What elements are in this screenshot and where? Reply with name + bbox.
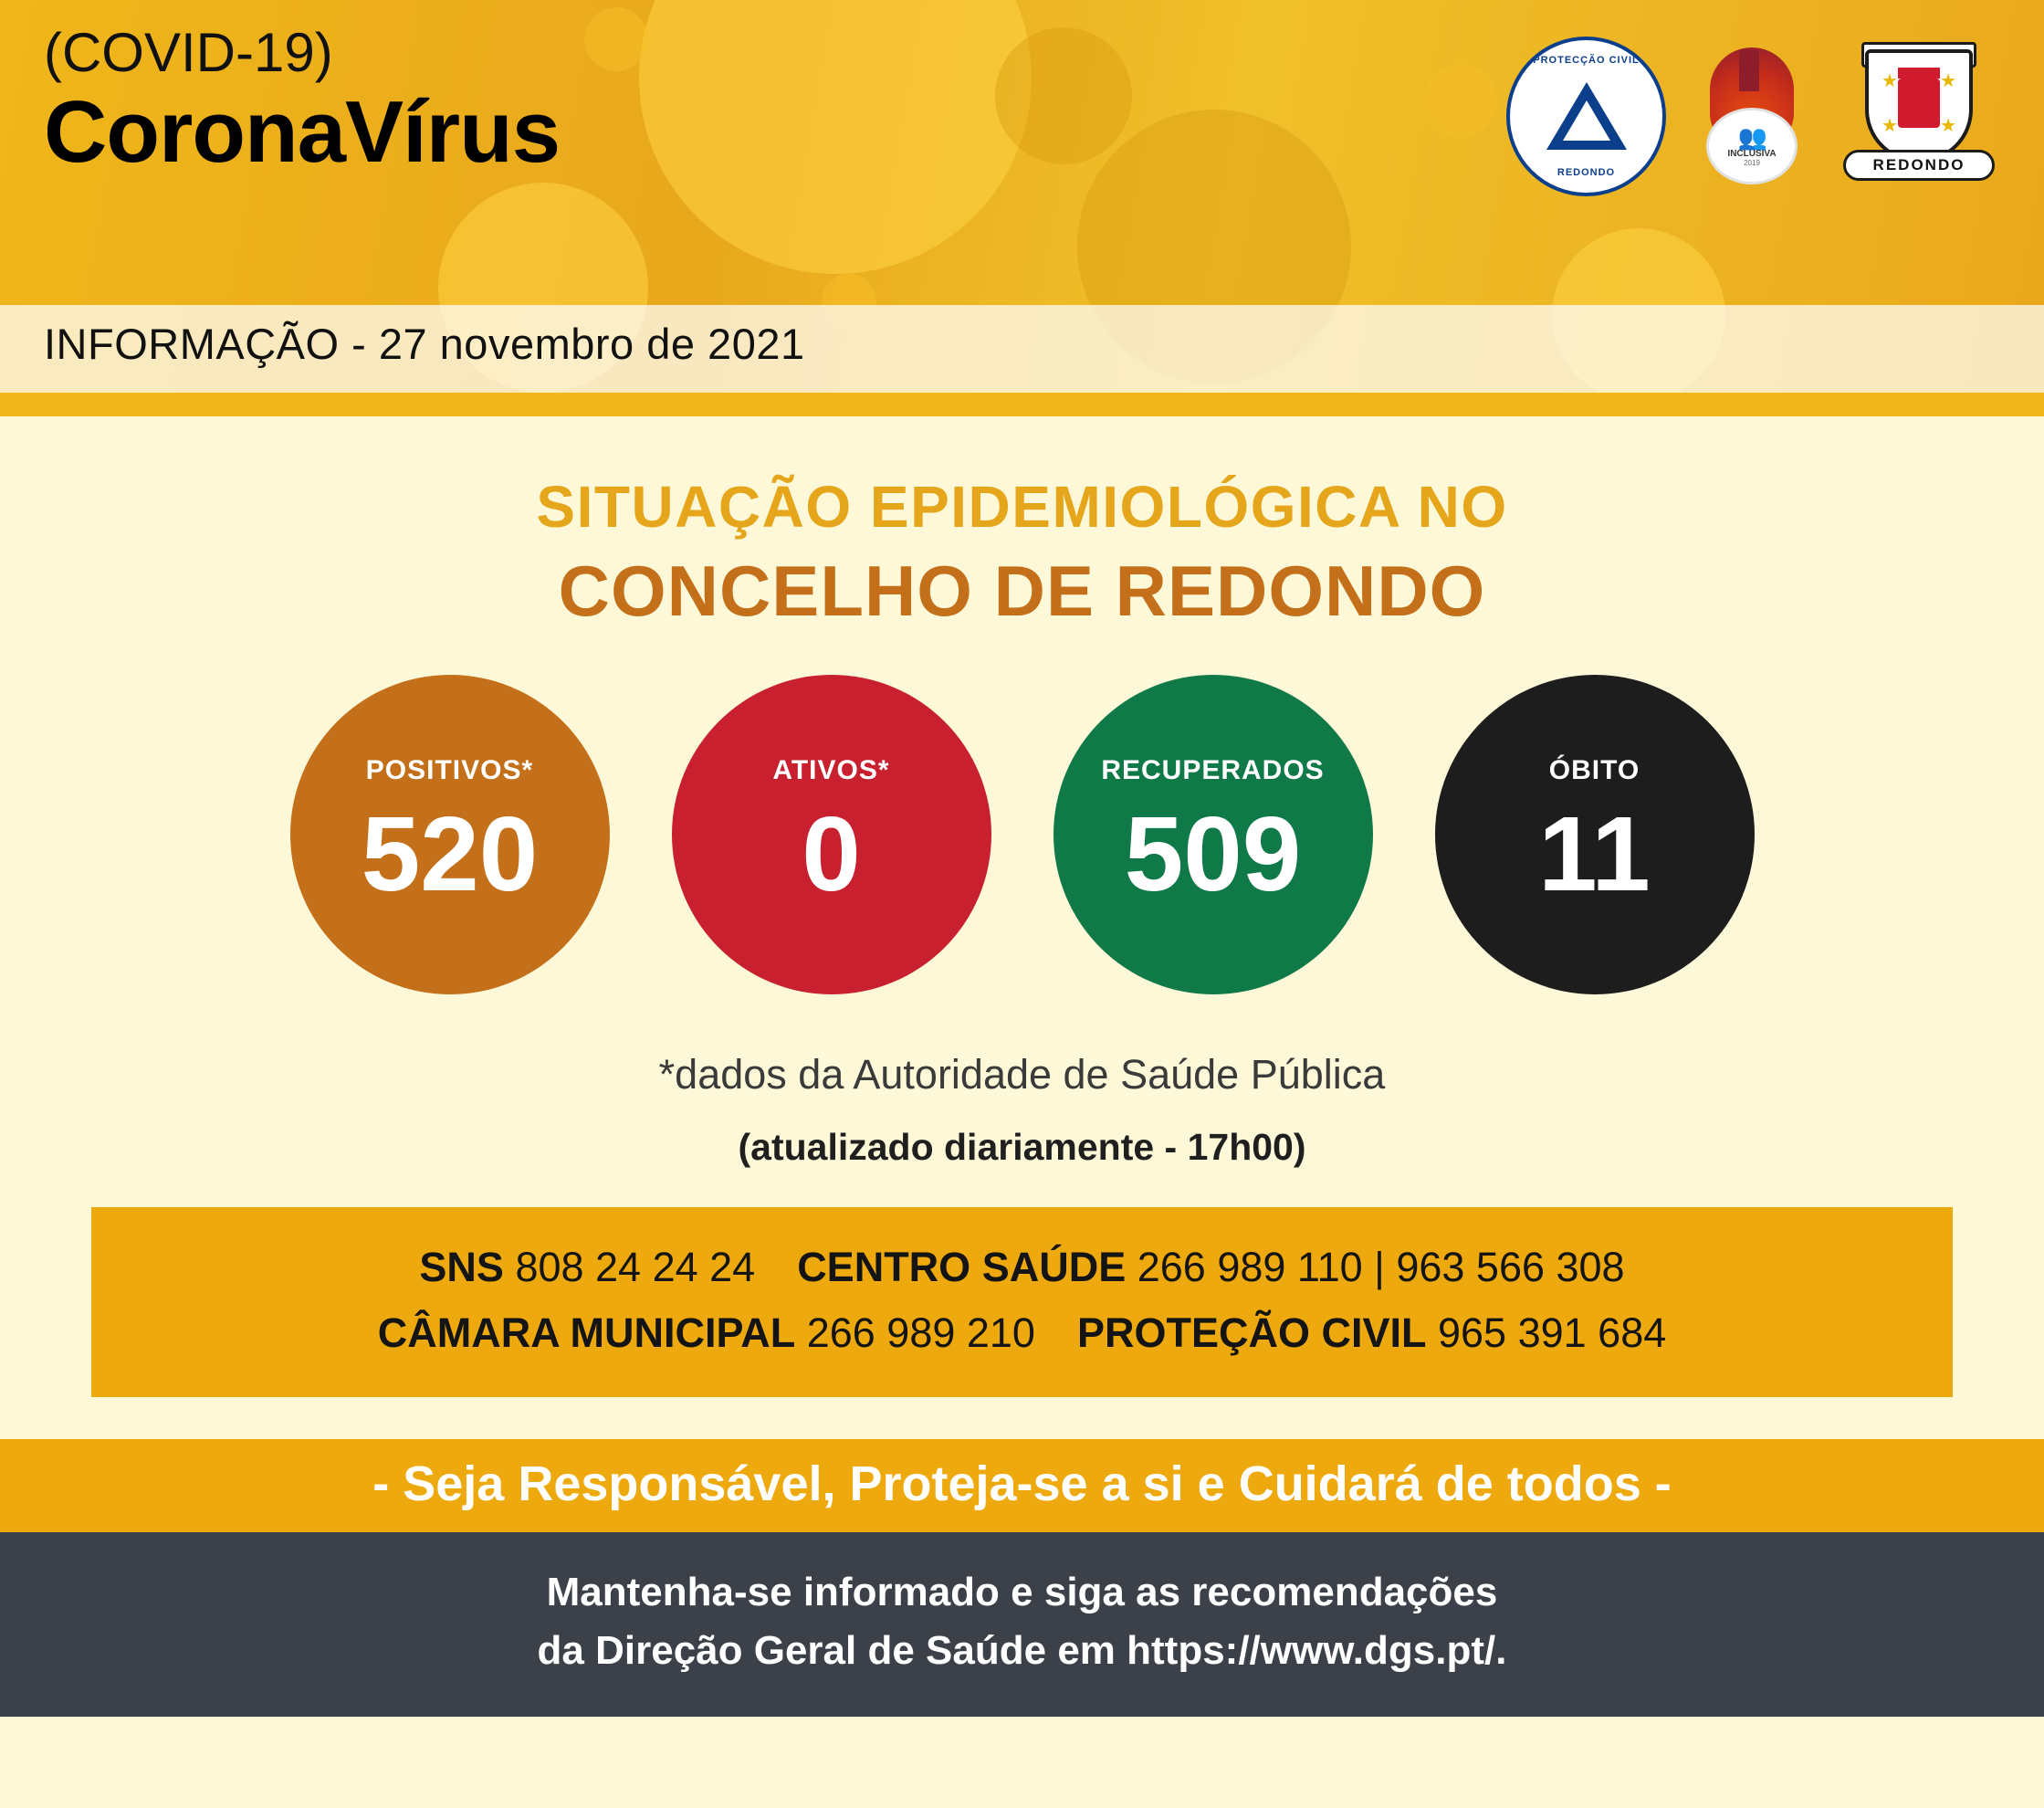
contacts-row-1 [110, 1235, 1934, 1300]
header-divider [0, 393, 2044, 416]
people-icon: 👥 [1737, 123, 1766, 151]
main-content [0, 416, 2044, 1397]
protecao-civil-triangle-icon [1546, 82, 1627, 150]
section-subtitle: SITUAÇÃO EPIDEMIOLÓGICA NO [536, 474, 1508, 540]
contact-camara-municipal-label: CÂMARA MUNICIPAL [377, 1309, 796, 1356]
contacts-row-2 [110, 1300, 1934, 1366]
contacts-box [91, 1207, 1953, 1397]
page-title: CoronaVírus [44, 83, 561, 181]
responsibility-banner: - Seja Responsável, Proteja-se a si e Cuidará de todos - [0, 1439, 2044, 1532]
stat-positivos [290, 675, 610, 994]
section-title: CONCELHO DE REDONDO [558, 551, 1486, 631]
stat-recuperados-label: RECUPERADOS [1101, 755, 1325, 785]
update-time-note: (atualizado diariamente - 17h00) [738, 1126, 1306, 1168]
inclusiva-badge-icon [1706, 108, 1798, 184]
stat-ativos [672, 675, 991, 994]
footer-line-1: Mantenha-se informado e siga as recomendações [546, 1570, 1498, 1614]
contact-camara-municipal-number[interactable]: 266 989 210 [806, 1309, 1035, 1356]
protecao-civil-logo-top-text: PROTECÇÃO CIVIL [1533, 54, 1640, 66]
protecao-civil-logo-icon [1506, 37, 1666, 196]
contact-centro-saude-number[interactable]: 266 989 110 | 963 566 308 [1137, 1244, 1625, 1290]
information-date: INFORMAÇÃO - 27 novembro de 2021 [44, 320, 805, 368]
crest-star-icon: ★ [1882, 71, 1898, 91]
tower-icon [1739, 49, 1759, 91]
footer [0, 1532, 2044, 1717]
stat-positivos-label: POSITIVOS* [365, 755, 534, 785]
header-banner [0, 0, 2044, 393]
contact-protecao-civil [1077, 1300, 1666, 1366]
logo-group [1506, 35, 2000, 197]
inclusiva-label: INCLUSIVA [1727, 149, 1777, 159]
contact-sns [419, 1235, 755, 1300]
inclusiva-logo-icon [1697, 47, 1807, 184]
stat-obito-value: 11 [1538, 794, 1651, 913]
stat-positivos-value: 520 [361, 794, 539, 913]
footer-line-2[interactable]: da Direção Geral de Saúde em https://www.dgs.pt/. [537, 1627, 1507, 1673]
stat-recuperados-value: 509 [1124, 794, 1302, 913]
stats-row [0, 675, 2044, 994]
crest-star-icon: ★ [1940, 116, 1956, 136]
stat-obito [1435, 675, 1755, 994]
crest-shield-icon [1865, 49, 1973, 163]
contact-camara-municipal [378, 1300, 1035, 1366]
contact-protecao-civil-number[interactable]: 965 391 684 [1438, 1309, 1667, 1356]
crest-star-icon: ★ [1882, 116, 1898, 136]
stat-recuperados [1053, 675, 1373, 994]
protecao-civil-logo-bottom-text: REDONDO [1557, 166, 1616, 178]
crest-star-icon: ★ [1940, 71, 1956, 91]
stat-ativos-value: 0 [802, 794, 861, 913]
crest-scroll-label: REDONDO [1843, 150, 1995, 181]
contact-sns-number[interactable]: 808 24 24 24 [515, 1244, 756, 1290]
inclusiva-year: 2019 [1744, 159, 1760, 167]
stat-ativos-label: ATIVOS* [772, 755, 890, 785]
redondo-crest-icon [1838, 35, 2000, 197]
contact-protecao-civil-label: PROTEÇÃO CIVIL [1076, 1309, 1427, 1356]
contact-sns-label: SNS [419, 1244, 504, 1290]
crest-castle-icon [1898, 79, 1940, 128]
contact-centro-saude-label: CENTRO SAÚDE [797, 1244, 1127, 1290]
covid-label: (COVID-19) [44, 22, 333, 83]
stat-obito-label: ÓBITO [1548, 755, 1640, 785]
contact-centro-saude [797, 1235, 1624, 1300]
data-source-note: *dados da Autoridade de Saúde Pública [658, 1051, 1386, 1098]
